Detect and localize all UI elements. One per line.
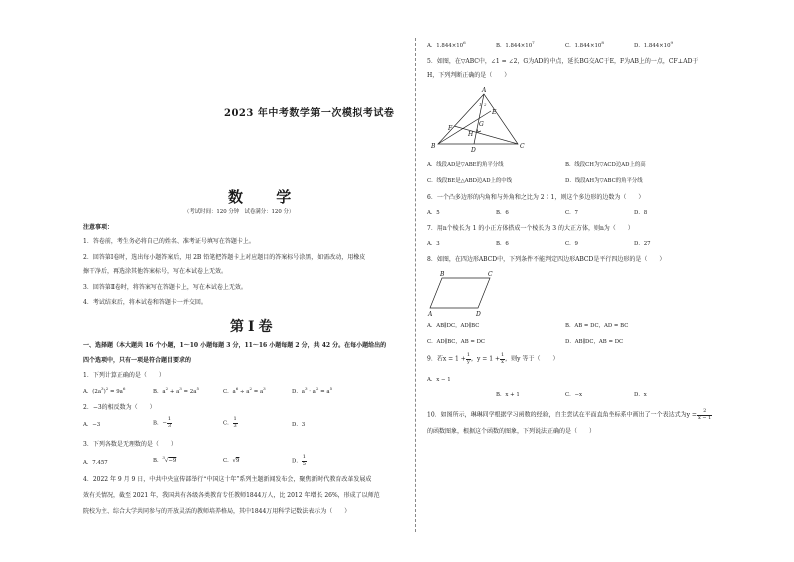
q3-option-d: D． $\frac{1}{5}$ [292,454,306,467]
q5-line-1: 5．如图，在▽ABC中，∠1 = ∠2，G为AD的中点，延长BG交AC于E，F为AB上的一点，CF⊥AD于 [427,58,699,65]
section-intro-1: 一、选择题（本大题共 16 个小题，1～10 小题每题 3 分，11～16 小题每题 2 分，共 42 分。在每小题给出的 [83,342,387,349]
label-g: G [479,121,484,128]
notice-heading: 注意事项： [83,224,114,231]
q4-option-d: D．$1.844\times 10^9$ [634,40,674,49]
label-h: H [468,131,474,138]
q5-option-b: B．线段CH为▽ACD边AD上的高 [565,162,646,168]
radical-sign: √ [164,458,169,464]
exam-info: （考试时间：120 分钟 试卷满分：120 分） [184,209,295,215]
q1-option-b: B．$a^2 + a^3 = 2a^5$ [153,386,199,395]
q8-parallelogram-figure [426,268,498,318]
label-a: A [482,87,487,94]
q4-option-a: A．$1.844\times 10^6$ [427,40,466,49]
q4-line-3: 院校为主、综合大学共同参与的开放灵活的教师培养格局，其中1844万用科学记数法表示为（ ） [83,508,351,515]
q9-option-b: B．x + 1 [496,392,520,398]
q7-option-c: C．9 [565,241,578,247]
q5-triangle-figure [426,84,534,156]
q7-stem: 7．用n个棱长为 1 的小正方体搭成一个棱长为 3 的大正方体，则n为（ ） [427,225,634,232]
notice-item-4: 4．考试结束后，将本试卷和答题卡一并交回。 [83,299,207,306]
q1-stem: 1．下列计算正确的是（ ） [83,372,165,379]
q9-stem: 9．若x = 1 + $\frac{1}{y}$ ，y = 1 + $\frac{1}{x}$ ，则y 等于（ ） [427,352,559,365]
angle-2-label: 2 [484,102,487,107]
q6-stem: 6．一个凸多边形的内角和与外角和之比为 2∶1，则这个多边形的边数为（ ） [427,194,645,201]
q9-option-d: D．x [634,392,647,398]
q10-line-2: 的函数图象，根据这个函数的图象，下列说法正确的是（ ） [427,428,596,435]
column-divider [415,38,416,532]
label-d: D [471,147,476,154]
q7-option-d: D．27 [634,241,651,247]
q9-option-c: C．−x [565,392,583,398]
q2-option-a: A．−3 [83,422,101,428]
q8-stem: 8．如图，在四边形ABCD中，下列条件不能判定四边形ABCD是平行四边形的是（ ） [427,256,666,263]
q8-option-b: B．AB = DC，AD = BC [565,323,629,329]
segment-cf [454,126,518,144]
q7-option-a: A．3 [427,241,440,247]
subject-title: 数 学 [228,188,306,206]
angle-1-label: 1 [479,102,482,107]
q3-option-a: A．7.457 [83,460,108,466]
parallelogram-abcd [430,278,490,308]
notice-item-1: 1．答卷前，考生务必将自己的姓名、准考证号填写在答题卡上。 [83,238,255,245]
label-d: D [476,311,481,318]
q10-line-1: 10．如图所示，琳琳同学根据学习函数的经验，自主尝试在平面直角坐标系中画出了一个表达式为y = $\frac{2}{x - 1}$ [427,408,712,421]
q3-option-c: C．√9 [223,458,240,464]
label-f: F [448,125,453,132]
exam-title: 2023 年中考数学第一次模拟考试卷 [224,108,395,119]
label-c: C [488,271,493,278]
q2-option-d: D．3 [292,422,306,428]
q4-line-1: 4．2022 年 9 月 9 日，中共中央宣传部举行“中国这十年”系列主题新闻发布会，聚焦新时代教育改革发展成 [83,476,372,483]
radical-sign: √ [232,458,236,464]
q7-option-b: B．6 [496,241,509,247]
q5-line-2: H，下列判断正确的是（ ） [427,72,511,79]
q8-option-a: A．AB∥DC，AD∥BC [427,323,480,329]
q5-option-d: D．线段AH为▽ABC的角平分线 [565,178,643,184]
q8-option-c: C．AD∥BC，AB = DC [427,339,486,345]
q6-option-a: A．5 [427,210,440,216]
right-angle-mark [477,129,481,132]
q2-stem: 2．−3的相反数为（ ） [83,404,156,411]
q2-option-c: C． $\frac{1}{3}$ [223,416,237,429]
q6-option-b: B．6 [496,210,509,216]
q3-option-b: B．$^3$√−9 [153,455,177,464]
label-e: E [492,109,497,116]
q1-option-c: C．$a^6 \div a^2 = a^3$ [223,386,266,395]
label-c: C [520,143,525,150]
q3-stem: 3．下列各数是无理数的是（ ） [83,441,177,448]
q4-option-c: C．$1.844\times 10^8$ [565,40,604,49]
q1-option-d: D．$a^3 \cdot a^2 = a^5$ [292,386,333,395]
q1-option-a: A．$(2a^3)^2 = 9a^6$ [83,386,126,395]
q8-option-d: D．AB∥DC，AB = DC [565,339,624,345]
notice-item-2: 2．回答第Ⅰ卷时，选出每小题答案后，用 2B 铅笔把答题卡上对应题目的答案标号涂黑，如需改动，用橡皮 [83,254,366,261]
label-b: B [440,271,445,278]
notice-item-2-cont: 擦干净后，再选涂其他答案标号，写在本试卷上无效。 [83,268,228,275]
q5-option-c: C．线段BE是△ABD边AD上的中线 [427,178,513,184]
label-b: B [431,143,436,150]
notice-item-3: 3．回答第Ⅱ卷时，将答案写在答题卡上，写在本试卷上无效。 [83,284,247,291]
q4-line-2: 效有关情况，截至 2021 年，我国共有各级各类教育专任教师1844万人，比 2012 年增长 26%，形成了以师范 [83,492,380,499]
q4-option-b: B．$1.844\times 10^7$ [496,40,535,49]
section-title: 第Ⅰ卷 [230,319,277,335]
q6-option-d: D．8 [634,210,648,216]
section-intro-2: 四个选项中，只有一项是符合题目要求的 [83,357,192,364]
q5-option-a: A．线段AD是▽ABE的角平分线 [427,162,504,168]
q9-option-a: A．x − 1 [427,377,451,383]
label-a: A [428,311,433,318]
q2-option-b: B．− $\frac{1}{3}$ [153,416,172,429]
q6-option-c: C．7 [565,210,578,216]
